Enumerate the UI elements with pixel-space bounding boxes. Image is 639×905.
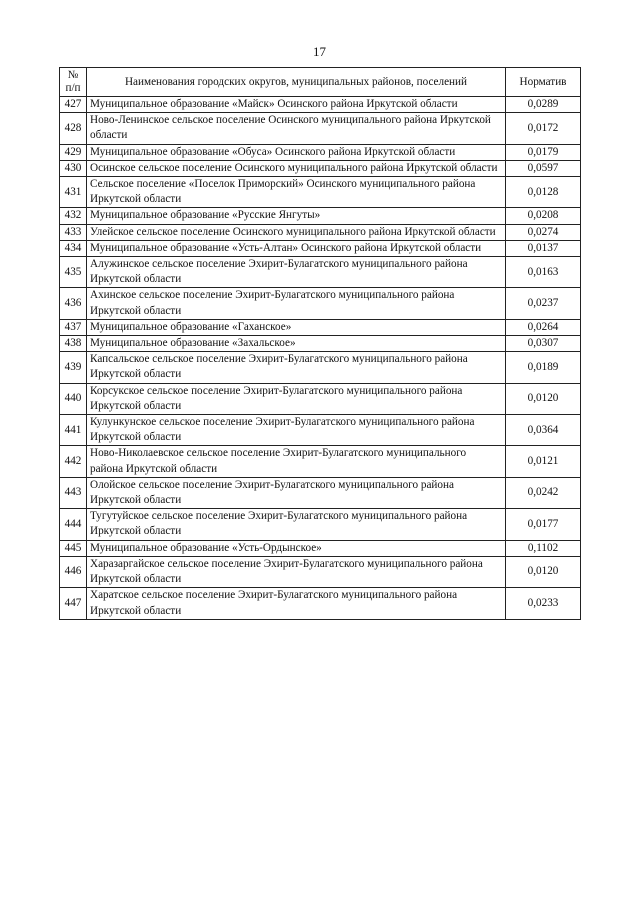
municipality-name: Муниципальное образование «Захальское» xyxy=(87,336,506,352)
table-row xyxy=(60,288,581,319)
norm-value: 0,0120 xyxy=(506,556,581,587)
row-number: 440 xyxy=(60,383,87,414)
table-row xyxy=(60,257,581,288)
norm-value: 0,0208 xyxy=(506,208,581,224)
municipality-name: Алужинское сельское поселение Эхирит-Булагатского муниципального района Иркутской области xyxy=(87,257,506,288)
municipality-name: Тугутуйское сельское поселение Эхирит-Булагатского муниципального района Иркутской области xyxy=(87,509,506,540)
norm-value: 0,0137 xyxy=(506,240,581,256)
norm-value: 0,0179 xyxy=(506,144,581,160)
norm-value: 0,0128 xyxy=(506,177,581,208)
municipality-name: Муниципальное образование «Майск» Осинского района Иркутской области xyxy=(87,97,506,113)
row-number: 427 xyxy=(60,97,87,113)
table-row xyxy=(60,240,581,256)
municipality-name: Муниципальное образование «Усть-Алтан» Осинского района Иркутской области xyxy=(87,240,506,256)
municipality-name: Ахинское сельское поселение Эхирит-Булагатского муниципального района Иркутской области xyxy=(87,288,506,319)
row-number: 431 xyxy=(60,177,87,208)
table-row xyxy=(60,588,581,619)
municipality-name: Кулункунское сельское поселение Эхирит-Булагатского муниципального района Иркутской области xyxy=(87,415,506,446)
norm-value: 0,0233 xyxy=(506,588,581,619)
norm-value: 0,0307 xyxy=(506,336,581,352)
row-number: 433 xyxy=(60,224,87,240)
row-number: 436 xyxy=(60,288,87,319)
norm-value: 0,0189 xyxy=(506,352,581,383)
row-number: 441 xyxy=(60,415,87,446)
table-body xyxy=(60,97,581,620)
table-row xyxy=(60,224,581,240)
municipality-name: Харазаргайское сельское поселение Эхирит-Булагатского муниципального района Иркутской области xyxy=(87,556,506,587)
table-row xyxy=(60,177,581,208)
row-number: 443 xyxy=(60,477,87,508)
norm-table xyxy=(59,67,581,620)
header-num: № п/п xyxy=(60,68,87,97)
row-number: 446 xyxy=(60,556,87,587)
page-number: 17 xyxy=(313,44,326,59)
row-number: 434 xyxy=(60,240,87,256)
row-number: 428 xyxy=(60,113,87,144)
row-number: 444 xyxy=(60,509,87,540)
municipality-name: Олойское сельское поселение Эхирит-Булагатского муниципального района Иркутской области xyxy=(87,477,506,508)
municipality-name: Сельское поселение «Поселок Приморский» Осинского муниципального района Иркутской области xyxy=(87,177,506,208)
row-number: 437 xyxy=(60,319,87,335)
table-row xyxy=(60,144,581,160)
row-number: 447 xyxy=(60,588,87,619)
table-row xyxy=(60,415,581,446)
municipality-name: Муниципальное образование «Русские Янгуты» xyxy=(87,208,506,224)
municipality-name: Осинское сельское поселение Осинского муниципального района Иркутской области xyxy=(87,160,506,176)
table-header-row xyxy=(60,68,581,97)
table-row xyxy=(60,97,581,113)
header-name: Наименования городских округов, муниципальных районов, поселений xyxy=(87,68,506,97)
norm-value: 0,0264 xyxy=(506,319,581,335)
norm-value: 0,0121 xyxy=(506,446,581,477)
norm-value: 0,0274 xyxy=(506,224,581,240)
table-row xyxy=(60,336,581,352)
norm-value: 0,0177 xyxy=(506,509,581,540)
municipality-name: Корсукское сельское поселение Эхирит-Булагатского муниципального района Иркутской области xyxy=(87,383,506,414)
municipality-name: Муниципальное образование «Обуса» Осинского района Иркутской области xyxy=(87,144,506,160)
municipality-name: Капсальское сельское поселение Эхирит-Булагатского муниципального района Иркутской области xyxy=(87,352,506,383)
norm-value: 0,1102 xyxy=(506,540,581,556)
table-row xyxy=(60,160,581,176)
norm-value: 0,0172 xyxy=(506,113,581,144)
table-row xyxy=(60,446,581,477)
row-number: 445 xyxy=(60,540,87,556)
table-row xyxy=(60,477,581,508)
municipality-name: Муниципальное образование «Гаханское» xyxy=(87,319,506,335)
row-number: 432 xyxy=(60,208,87,224)
table-row xyxy=(60,208,581,224)
municipality-name: Муниципальное образование «Усть-Ордынское» xyxy=(87,540,506,556)
table-row xyxy=(60,383,581,414)
norm-value: 0,0163 xyxy=(506,257,581,288)
row-number: 442 xyxy=(60,446,87,477)
norm-value: 0,0120 xyxy=(506,383,581,414)
table-row xyxy=(60,352,581,383)
header-value: Норматив xyxy=(506,68,581,97)
municipality-name: Ново-Николаевское сельское поселение Эхирит-Булагатского муниципального района Иркутской области xyxy=(87,446,506,477)
norm-value: 0,0289 xyxy=(506,97,581,113)
table-row xyxy=(60,556,581,587)
municipality-name: Харатское сельское поселение Эхирит-Булагатского муниципального района Иркутской области xyxy=(87,588,506,619)
row-number: 430 xyxy=(60,160,87,176)
norm-value: 0,0597 xyxy=(506,160,581,176)
norm-value: 0,0364 xyxy=(506,415,581,446)
norm-value: 0,0242 xyxy=(506,477,581,508)
table-row xyxy=(60,113,581,144)
row-number: 429 xyxy=(60,144,87,160)
table-row xyxy=(60,319,581,335)
municipality-name: Ново-Ленинское сельское поселение Осинского муниципального района Иркутской области xyxy=(87,113,506,144)
table-row xyxy=(60,509,581,540)
municipality-name: Улейское сельское поселение Осинского муниципального района Иркутской области xyxy=(87,224,506,240)
row-number: 438 xyxy=(60,336,87,352)
row-number: 439 xyxy=(60,352,87,383)
table-row xyxy=(60,540,581,556)
row-number: 435 xyxy=(60,257,87,288)
norm-value: 0,0237 xyxy=(506,288,581,319)
